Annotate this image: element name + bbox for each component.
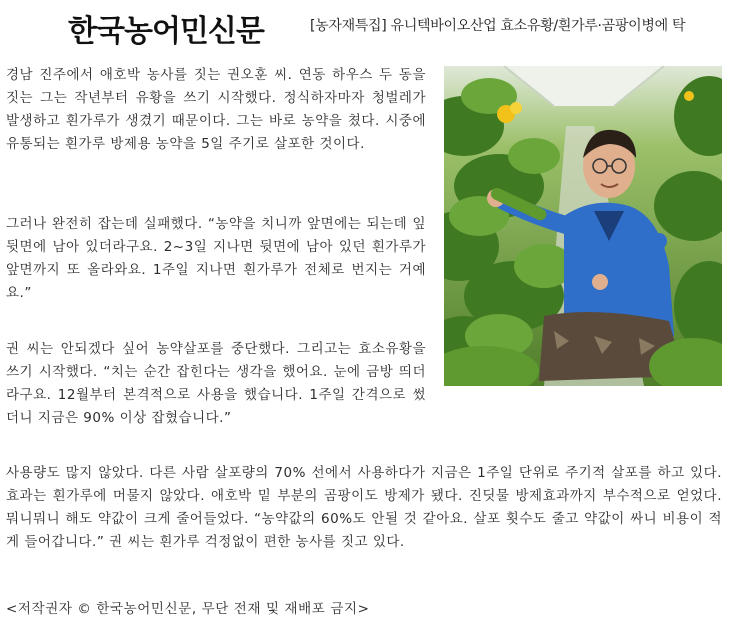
newspaper-logo[interactable]: 한국농어민신문 (68, 14, 264, 49)
article-headline: [농자재특집] 유니텍바이오산업 효소유황/흰가루·곰팡이병에 탁 (310, 18, 686, 34)
farmer-greenhouse-image (444, 66, 722, 386)
article-paragraph-3: 권 씨는 안되겠다 싶어 농약살포를 중단했다. 그리고는 효소유황을 쓰기 시작했다. “치는 순간 잡힌다는 생각을 했어요. 눈에 금방 띄더라구요. 12월부터 본격적으로 사용을 했습니다. 1주일 간격으로 썼더니 지금은 90% 이상 잡혔습니다.” (6, 341, 426, 426)
article-paragraph-4: 사용량도 많지 않았다. 다른 사람 살포량의 70% 선에서 사용하다가 지금은 1주일 단위로 주기적 살포를 하고 있다. 효과는 흰가루에 머물지 않았다. 애호박 밑 부분의 곰팡이도 방제가 됐다. 진딧물 방제효과까지 부수적으로 얻었다. 뭐니뭐니 해도 약값이 크게 줄어들었다. “농약값의 60%도 안될 것 같아요. 살포 횟수도 줄고 약값이 싸니 비용이 적게 들어갑니다.” 권 씨는 흰가루 걱정없이 편한 농사를 짓고 있다. (6, 465, 722, 550)
article-photo (444, 66, 722, 386)
article-paragraph-1: 경남 진주에서 애호박 농사를 짓는 권오훈 씨. 연동 하우스 두 동을 짓는 그는 작년부터 유황을 쓰기 시작했다. 정식하자마자 청벌레가 발생하고 흰가루가 생겼기 때문이다. 그는 바로 농약을 쳤다. 시중에 유통되는 흰가루 방제용 농약을 5일 주기로 살포한 것이다. (6, 67, 426, 152)
page-header (0, 0, 730, 49)
copyright-notice: <저작권자 © 한국농어민신문, 무단 전재 및 재배포 금지> (6, 601, 370, 617)
article-paragraph-2: 그러나 완전히 잡는데 실패했다. “농약을 치니까 앞면에는 되는데 잎 뒷면에 남아 있더라구요. 2~3일 지나면 뒷면에 남아 있던 흰가루가 앞면까지 또 올라와요. 1주일 지나면 흰가루가 전체로 번지는 거예요.” (6, 216, 426, 301)
